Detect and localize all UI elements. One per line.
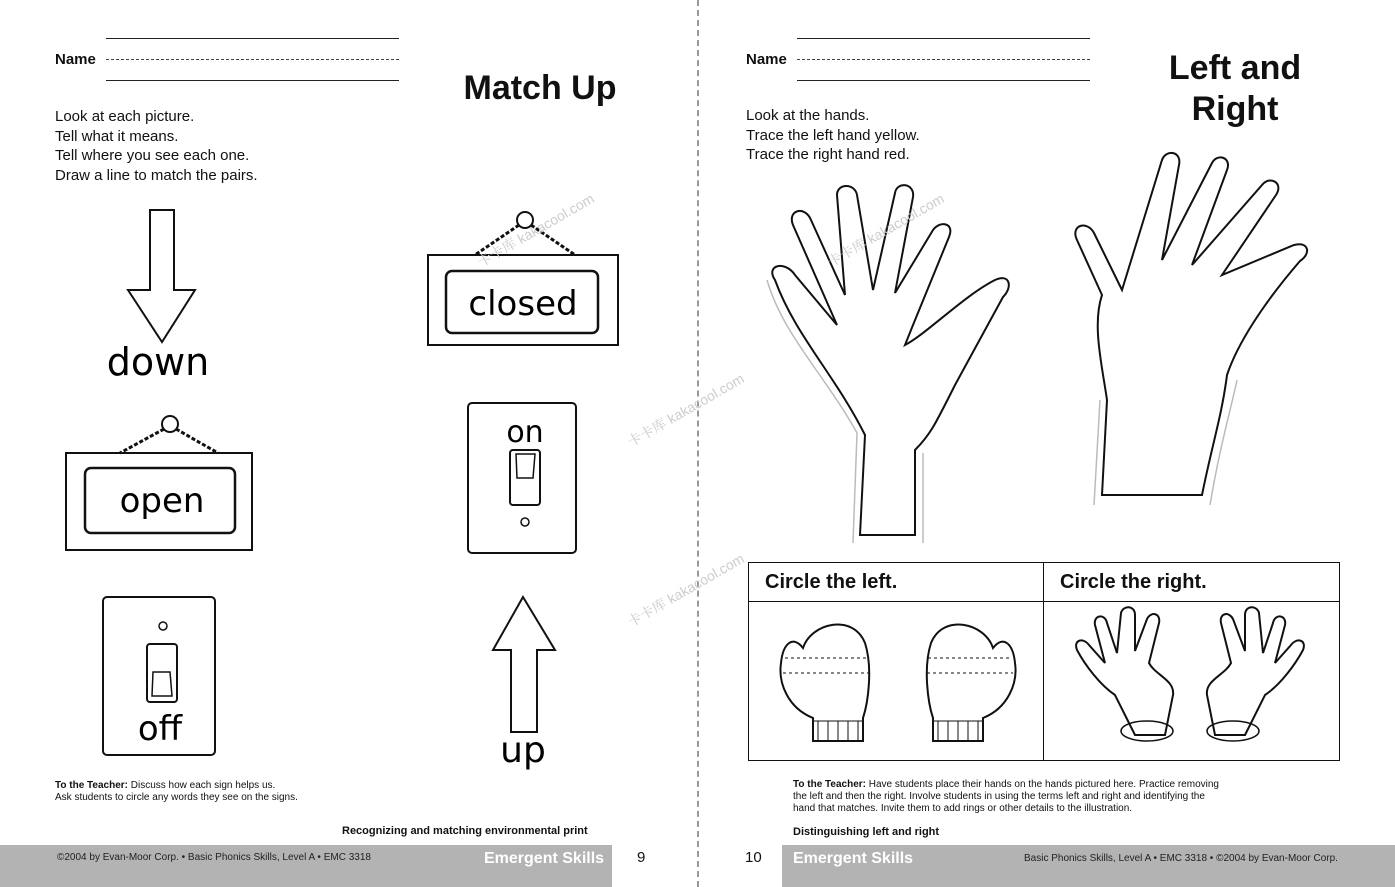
watermark: 卡卡库 kakacool.com — [824, 190, 947, 270]
instruction-line: Tell where you see each one. — [55, 147, 250, 164]
box-divider — [1043, 563, 1044, 760]
gloves-pair-picture — [1065, 605, 1325, 750]
page-fold-divider — [697, 0, 699, 887]
right-page-number: 10 — [745, 849, 762, 866]
teacher-note-text: Discuss how each sign helps us. — [130, 780, 276, 791]
left-name-line-top — [106, 38, 399, 39]
left-footer-copyright: ©2004 by Evan-Moor Corp. • Basic Phonics Skills, Level A • EMC 3318 — [57, 852, 371, 863]
left-page-number: 9 — [637, 849, 646, 866]
box-header-line — [749, 601, 1339, 602]
off-switch-picture — [100, 592, 220, 762]
right-mitten-icon — [927, 624, 1016, 741]
teacher-note-text-2: Ask students to circle any words they see on the signs. — [55, 792, 298, 803]
mittens-pair-picture — [773, 613, 1023, 748]
right-footer-copyright: Basic Phonics Skills, Level A • EMC 3318 • ©2004 by Evan-Moor Corp. — [1024, 853, 1338, 864]
instruction-line: Look at the hands. — [746, 107, 870, 124]
right-glove-icon — [1207, 607, 1304, 735]
right-hand-outline — [1062, 145, 1317, 515]
right-name-line-top — [797, 38, 1090, 39]
right-title-line-2: Right — [1191, 90, 1279, 128]
instruction-line: Tell what it means. — [55, 127, 179, 145]
left-name-line-mid — [106, 59, 399, 60]
watermark: 卡卡库 kakacool.com — [624, 370, 747, 450]
open-sign-picture — [60, 410, 260, 558]
up-arrow-icon — [493, 597, 555, 732]
closed-sign-word: closed — [468, 284, 578, 324]
teacher-note-label: To the Teacher: — [793, 779, 866, 790]
teacher-note-line-2: the left and then the right. Involve students in using the terms left and right and identifying the — [793, 791, 1205, 802]
instruction-line: Trace the left hand yellow. — [746, 126, 920, 144]
right-footer-band: Emergent Skills — [793, 850, 914, 867]
off-switch-word: off — [137, 709, 183, 749]
watermark: 卡卡库 kakacool.com — [624, 550, 747, 630]
instruction-line: Look at each picture. — [55, 108, 195, 125]
right-teacher-note — [793, 779, 1243, 815]
instruction-line: Trace the right hand red. — [746, 146, 910, 163]
teacher-note-label: To the Teacher: — [55, 780, 128, 791]
down-arrow-icon — [128, 210, 195, 342]
circle-right-heading: Circle the right. — [1060, 571, 1207, 593]
left-page-title: Match Up — [463, 69, 617, 107]
right-name-line-bottom — [797, 80, 1090, 81]
left-instructions — [55, 107, 258, 185]
left-footer-band: Emergent Skills — [484, 850, 605, 867]
right-skill-caption: Distinguishing left and right — [793, 826, 940, 838]
left-name-label: Name — [55, 51, 96, 68]
left-glove-icon — [1076, 607, 1173, 735]
teacher-note-line-1: Have students place their hands on the hands pictured here. Practice removing — [868, 779, 1219, 790]
up-arrow-picture — [485, 592, 565, 772]
left-skill-caption: Recognizing and matching environmental print — [342, 825, 588, 837]
instruction-line: Draw a line to match the pairs. — [55, 166, 258, 184]
on-switch-picture — [465, 400, 580, 558]
circle-left-heading: Circle the left. — [765, 571, 898, 593]
teacher-note-line-3: hand that matches. Invite them to add rings or other details to the illustration. — [793, 803, 1133, 814]
down-arrow-picture — [100, 205, 220, 385]
right-title-line-1: Left and — [1168, 49, 1302, 87]
left-right-activity-box — [748, 562, 1340, 761]
left-teacher-note — [55, 780, 455, 804]
right-name-label: Name — [746, 51, 787, 68]
left-mitten-icon — [780, 624, 869, 741]
on-switch-word: on — [506, 415, 544, 450]
right-name-line-mid — [797, 59, 1090, 60]
right-instructions — [746, 106, 920, 165]
right-page-title — [1135, 48, 1335, 130]
down-arrow-word: down — [106, 340, 210, 384]
open-sign-word: open — [119, 481, 205, 521]
left-name-line-bottom — [106, 80, 399, 81]
up-arrow-word: up — [500, 730, 546, 771]
watermark: 卡卡库 kakacool.com — [474, 190, 597, 270]
